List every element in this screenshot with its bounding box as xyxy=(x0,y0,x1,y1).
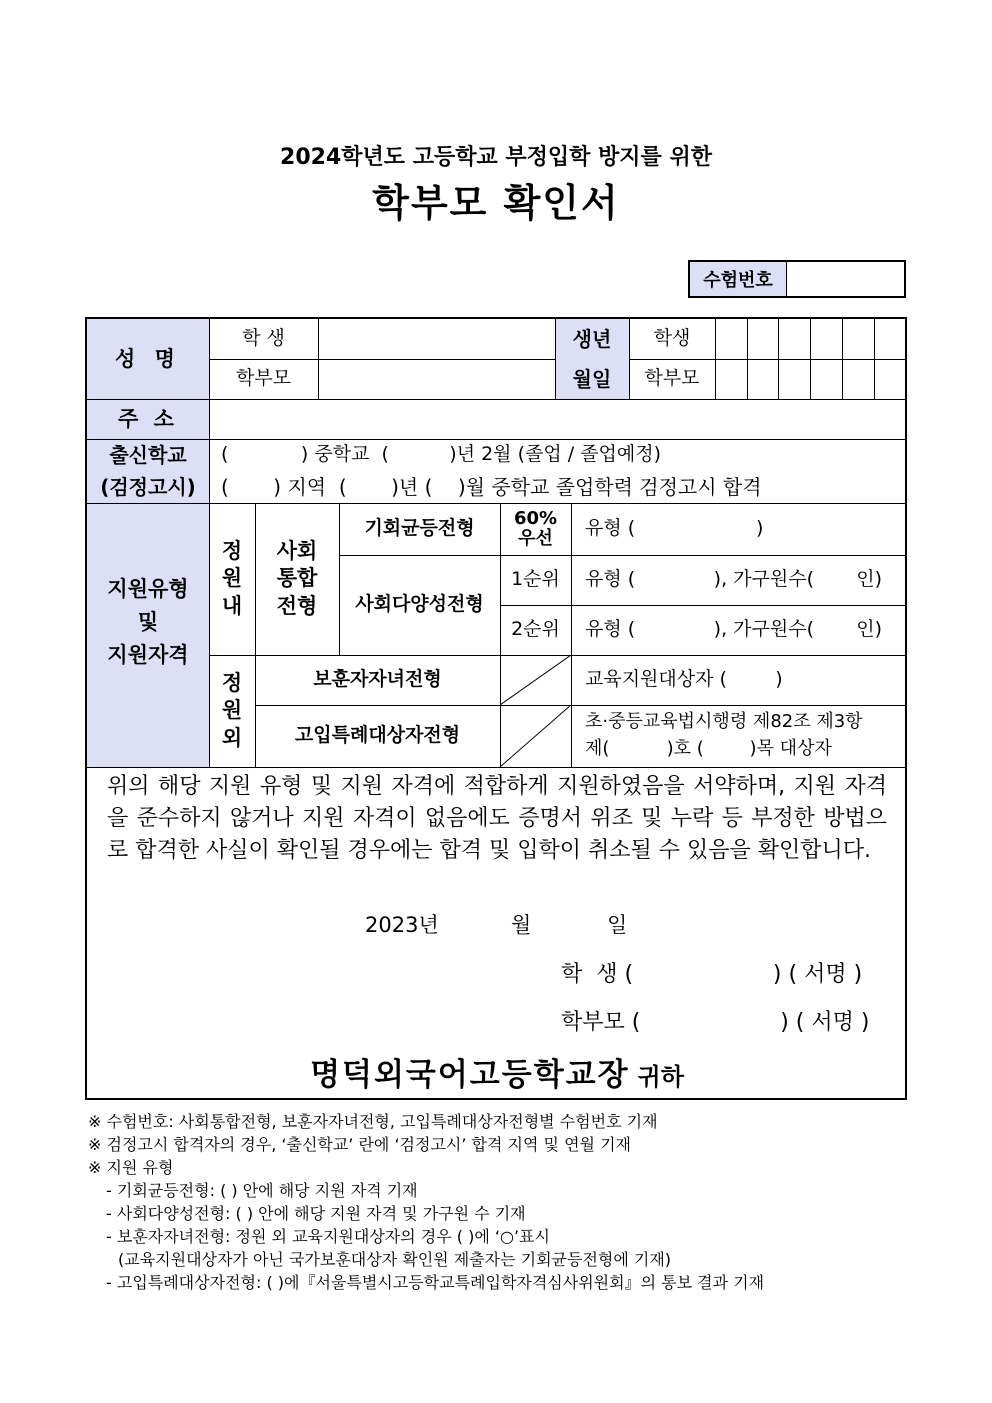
school-label-sub: (검정고시) xyxy=(100,474,196,499)
exam-number-box xyxy=(688,260,906,298)
school-ged-line[interactable]: ( ) 지역 ( )년 ( )월 중학교 졸업학력 검정고시 합격 xyxy=(221,474,762,499)
birth-label-top: 생년 xyxy=(572,326,612,351)
student-birth-field[interactable] xyxy=(715,319,907,359)
date-year: 2023년 xyxy=(365,913,439,937)
rank1-field[interactable]: 유형 ( ), 가구원수( 인) xyxy=(585,568,883,591)
rank2-field[interactable]: 유형 ( ), 가구원수( 인) xyxy=(585,618,883,641)
birth-student-label: 학생 xyxy=(653,327,691,350)
note-veteran-detail: (교육지원대상자가 아닌 국가보훈대상자 확인원 제출자는 기회균등전형에 기재) xyxy=(118,1250,672,1269)
date-day[interactable]: 일 xyxy=(607,913,628,937)
footnotes xyxy=(88,1110,948,1294)
school-middle-line[interactable]: ( ) 중학교 ( )년 2월 (졸업 / 졸업예정) xyxy=(221,443,662,466)
recipient-school: 명덕외국어고등학교장 xyxy=(310,1057,630,1093)
outside-quota-label: 정 원 외 xyxy=(221,671,243,750)
diversity-label: 사회다양성전형 xyxy=(355,593,484,616)
special-field-line1: 초·중등교육법시행령 제82조 제3항 xyxy=(585,711,863,733)
birth-label-bottom: 월일 xyxy=(572,366,612,391)
equal-opportunity-label: 기회균등전형 xyxy=(364,517,475,540)
veteran-label: 보훈자자녀전형 xyxy=(313,668,442,691)
rank1-label: 1순위 xyxy=(511,568,560,591)
school-label: 출신학교 xyxy=(109,442,187,467)
special-admission-label: 고입특례대상자전형 xyxy=(294,724,461,747)
parent-name-field[interactable] xyxy=(318,359,555,399)
date-month[interactable]: 월 xyxy=(511,913,532,937)
support-label-3: 지원자격 xyxy=(107,642,189,667)
note-exam-number: ※ 수험번호: 사회통합전형, 보훈자자녀전형, 고입특례대상자전형별 수험번호 기재 xyxy=(88,1112,658,1131)
note-ged: ※ 검정고시 합격자의 경우, ‘출신학교’ 란에 ‘검정고시’ 합격 지역 및 연월 기재 xyxy=(88,1135,632,1154)
special-field-line2[interactable]: 제( )호 ( )목 대상자 xyxy=(585,738,832,760)
address-field[interactable] xyxy=(209,399,907,439)
address-label: 주 소 xyxy=(118,406,178,431)
note-diversity: - 사회다양성전형: ( ) 안에 해당 지원 자격 및 가구원 수 기재 xyxy=(106,1204,526,1223)
special-slash xyxy=(500,705,571,767)
birth-parent-label: 학부모 xyxy=(644,367,700,390)
social-integration-label: 사회 통합 전형 xyxy=(276,539,318,618)
student-signature-line[interactable]: 학 생 ( ) ( 서명 ) xyxy=(561,962,863,987)
veteran-slash xyxy=(500,655,571,705)
student-name-field[interactable] xyxy=(318,319,555,359)
parent-birth-field[interactable] xyxy=(715,359,907,399)
veteran-field[interactable]: 교육지원대상자 ( ) xyxy=(585,668,783,691)
parent-label: 학부모 xyxy=(235,367,292,390)
within-quota-label: 정 원 내 xyxy=(221,539,243,618)
recipient-suffix: 귀하 xyxy=(637,1063,684,1091)
equal-type-field[interactable]: 유형 ( ) xyxy=(585,517,764,540)
student-label: 학 생 xyxy=(242,327,285,350)
recipient xyxy=(87,1049,907,1094)
support-label-1: 지원유형 xyxy=(107,576,189,601)
parent-signature-line[interactable]: 학부모 ( ) ( 서명 ) xyxy=(561,1010,870,1035)
application-form xyxy=(85,317,907,1100)
rank2-label: 2순위 xyxy=(511,618,560,641)
note-equal-opportunity: - 기회균등전형: ( ) 안에 해당 지원 자격 기재 xyxy=(106,1181,418,1200)
name-label: 성 명 xyxy=(115,346,181,371)
priority-label: 60% 우선 xyxy=(513,508,558,549)
document-title: 학부모 확인서 xyxy=(372,181,620,225)
support-label-2: 및 xyxy=(137,609,159,634)
exam-number-label: 수험번호 xyxy=(690,262,787,296)
note-support-types: ※ 지원 유형 xyxy=(88,1158,174,1177)
document-subtitle: 2024학년도 고등학교 부정입학 방지를 위한 xyxy=(280,145,712,170)
pledge-text: 위의 해당 지원 유형 및 지원 자격에 적합하게 지원하였음을 서약하며, 지원 자격을 준수하지 않거나 지원 자격이 없음에도 증명서 위조 및 누락 등 부정한 방법으로 합격한 사실이 확인될 경우에는 합격 및 입학이 취소될 수 있음을 확인합니다. xyxy=(107,774,887,863)
note-veteran: - 보훈자자녀전형: 정원 외 교육지원대상자의 경우 ( )에 ‘○’표시 xyxy=(106,1227,550,1246)
note-special-admission: - 고입특례대상자전형: ( )에『서울특별시고등학교특례입학자격심사위원회』의 통보 결과 기재 xyxy=(106,1273,765,1292)
exam-number-field[interactable] xyxy=(787,262,904,296)
